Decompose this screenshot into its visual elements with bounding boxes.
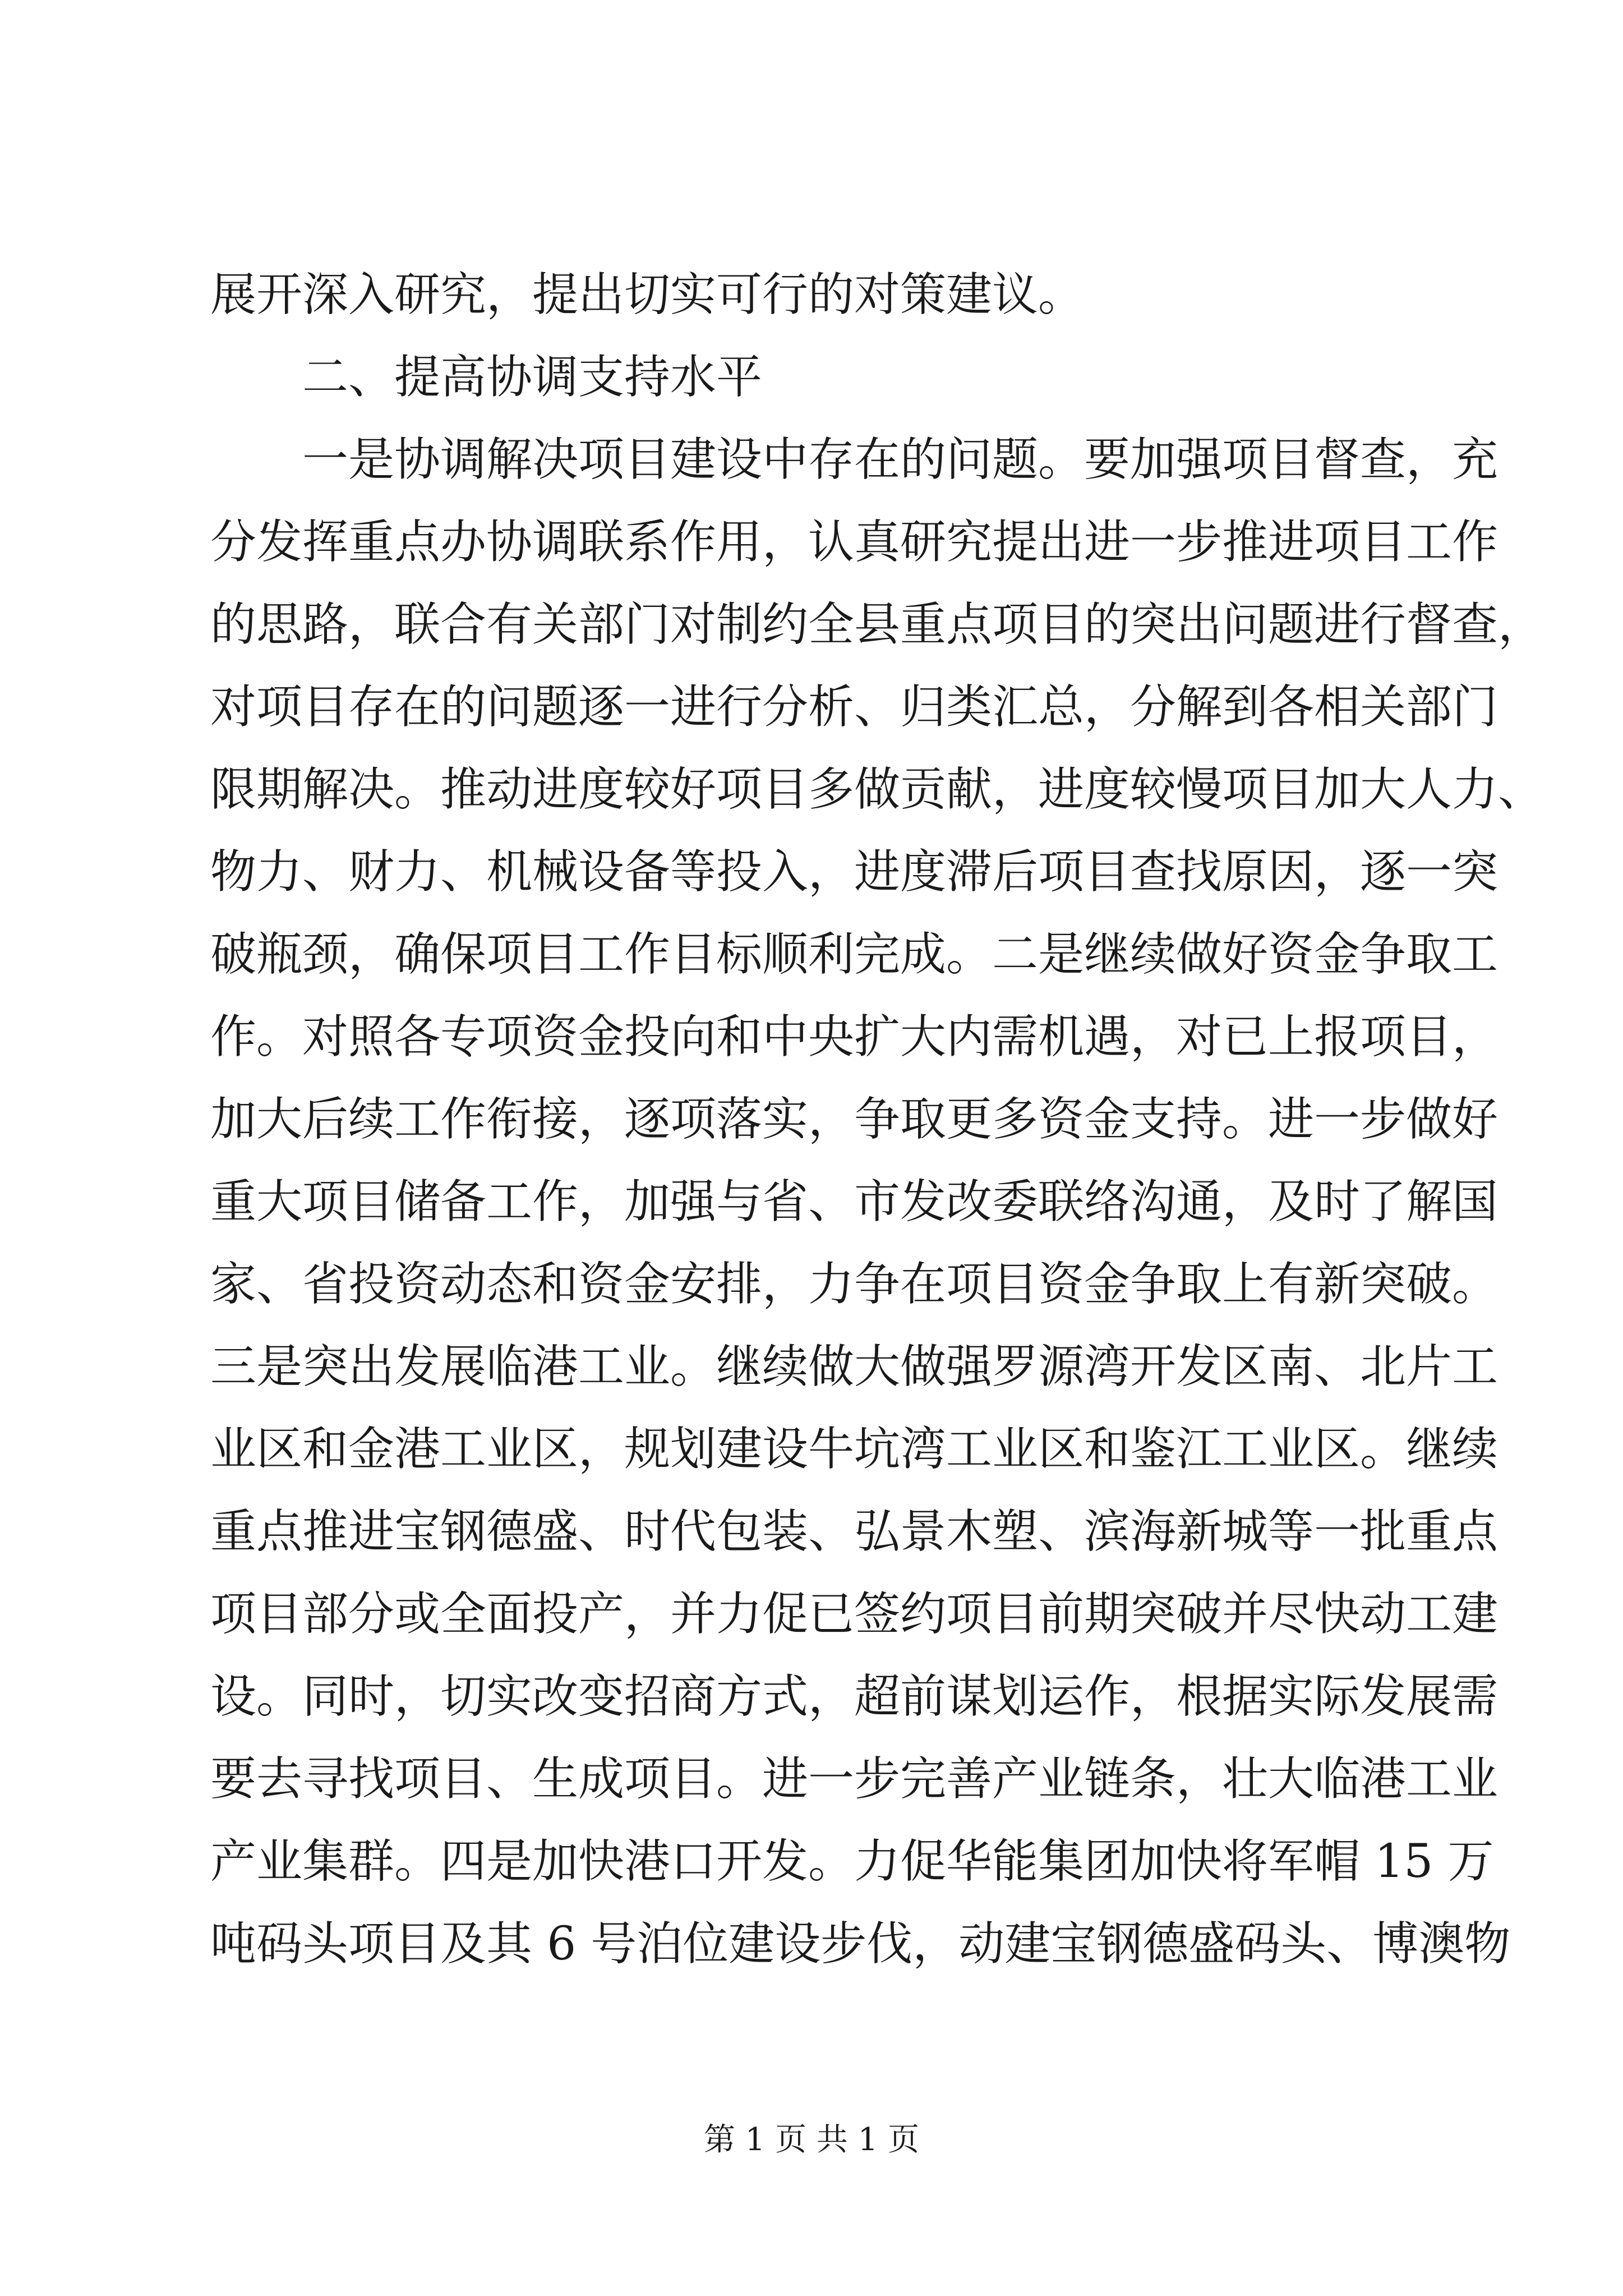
text-line: 加大后续工作衔接，逐项落实，争取更多资金支持。进一步做好 — [210, 1093, 1498, 1146]
section-heading: 二、提高协调支持水平 — [302, 351, 763, 404]
text-line: 要去寻找项目、生成项目。进一步完善产业链条，壮大临港工业 — [210, 1752, 1498, 1806]
text-line: 设。同时，切实改变招商方式，超前谋划运作，根据实际发展需 — [210, 1670, 1498, 1723]
text-line: 重大项目储备工作，加强与省、市发改委联络沟通，及时了解国 — [210, 1175, 1498, 1228]
text-line: 重点推进宝钢德盛、时代包装、弘景木塑、滨海新城等一批重点 — [210, 1505, 1498, 1558]
text-line: 吨码头项目及其 6 号泊位建设步伐，动建宝钢德盛码头、博澳物 — [210, 1917, 1511, 1971]
text-line: 破瓶颈，确保项目工作目标顺利完成。二是继续做好资金争取工 — [210, 928, 1498, 981]
text-line: 分发挥重点办协调联系作用，认真研究提出进一步推进项目工作 — [210, 516, 1498, 569]
text-line: 三是突出发展临港工业。继续做大做强罗源湾开发区南、北片工 — [210, 1340, 1498, 1393]
text-line: 的思路，联合有关部门对制约全县重点项目的突出问题进行督查， — [210, 598, 1544, 651]
text-line: 限期解决。推动进度较好项目多做贡献，进度较慢项目加大人力、 — [210, 763, 1544, 816]
text-line: 物力、财力、机械设备等投入，进度滞后项目查找原因，逐一突 — [210, 845, 1498, 899]
text-line: 产业集群。四是加快港口开发。力促华能集团加快将军帽 15 万 — [210, 1835, 1494, 1888]
text-line: 家、省投资动态和资金安排，力争在项目资金争取上有新突破。 — [210, 1258, 1498, 1311]
text-line: 作。对照各专项资金投向和中央扩大内需机遇，对已上报项目， — [210, 1010, 1498, 1064]
page-footer: 第 1 页 共 1 页 — [703, 2122, 920, 2158]
text-line: 对项目存在的问题逐一进行分析、归类汇总，分解到各相关部门 — [210, 680, 1498, 734]
text-line: 展开深入研究，提出切实可行的对策建议。 — [210, 268, 1085, 321]
text-line: 一是协调解决项目建设中存在的问题。要加强项目督查，充 — [302, 433, 1498, 486]
body-text — [210, 254, 1544, 1985]
text-line: 业区和金港工业区，规划建设牛坑湾工业区和鉴江工业区。继续 — [210, 1423, 1498, 1476]
text-line: 项目部分或全面投产，并力促已签约项目前期突破并尽快动工建 — [210, 1588, 1498, 1641]
